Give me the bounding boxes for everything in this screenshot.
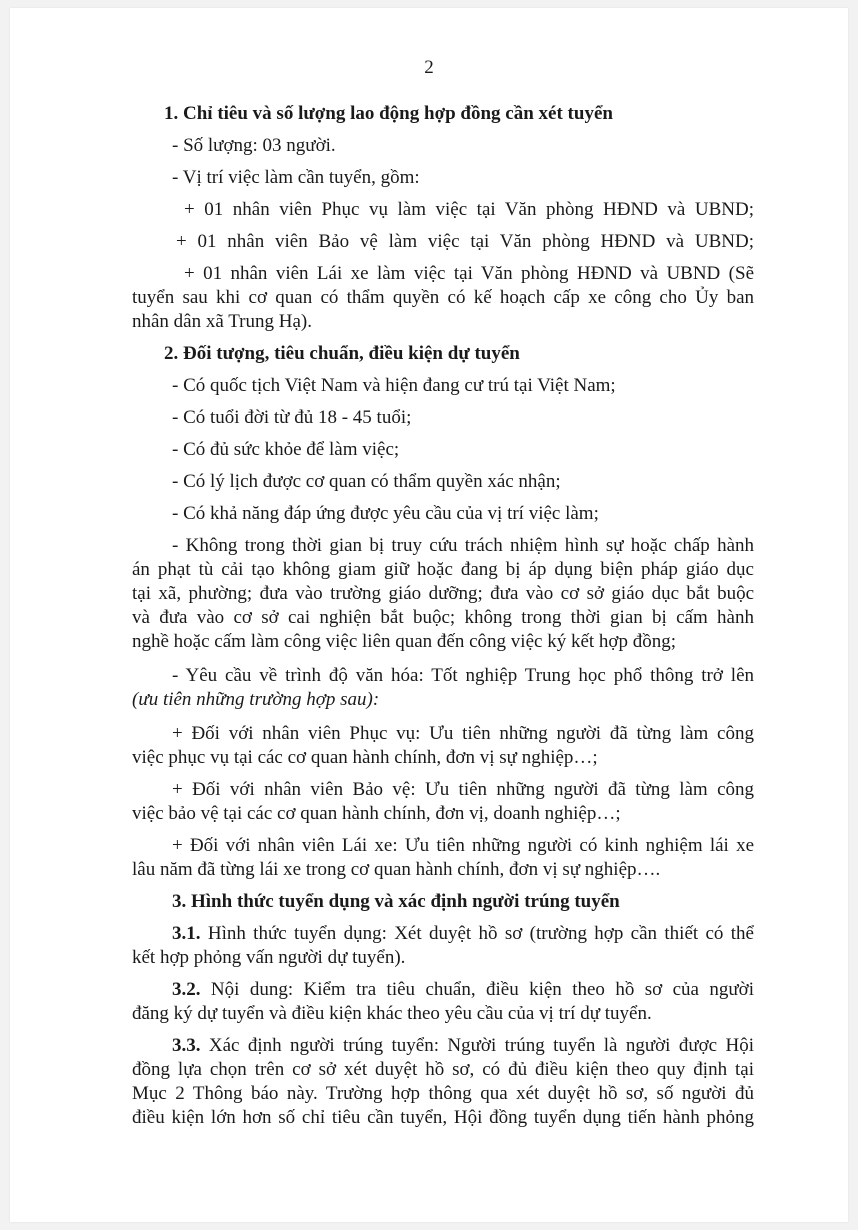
text-line: + 01 nhân viên Bảo vệ làm việc tại Văn phòng HĐND và UBND;	[176, 231, 754, 252]
text-line: - Không trong thời gian bị truy cứu trách nhiệm hình sự hoặc chấp hành	[172, 535, 754, 556]
text-line: - Có tuổi đời từ đủ 18 - 45 tuổi;	[172, 407, 412, 428]
item-number: 3.3.	[172, 1035, 201, 1056]
text-line: - Yêu cầu về trình độ văn hóa: Tốt nghiệp Trung học phổ thông trở lên	[172, 665, 754, 686]
text-line: + 01 nhân viên Lái xe làm việc tại Văn phòng HĐND và UBND (Sẽ	[184, 263, 754, 284]
text-line: nghề hoặc cấm làm công việc liên quan đến công việc ký kết hợp đồng;	[132, 631, 676, 652]
page-number: 2	[424, 57, 434, 78]
text-line: - Có lý lịch được cơ quan có thẩm quyền xác nhận;	[172, 471, 561, 492]
item-number: 3.1.	[172, 923, 201, 944]
text-line: + Đối với nhân viên Bảo vệ: Ưu tiên những người đã từng làm công	[172, 779, 754, 800]
heading-section-2: 2. Đối tượng, tiêu chuẩn, điều kiện dự tuyển	[164, 343, 520, 364]
text-line: việc bảo vệ tại các cơ quan hành chính, đơn vị, doanh nghiệp…;	[132, 803, 621, 824]
text-line: nhân dân xã Trung Hạ).	[132, 311, 312, 332]
text-line: tại xã, phường; đưa vào trường giáo dưỡng; đưa vào cơ sở giáo dục bắt buộc	[132, 583, 754, 604]
text-line: - Có đủ sức khỏe để làm việc;	[172, 439, 400, 460]
item-text: Hình thức tuyển dụng: Xét duyệt hồ sơ (trường hợp cần thiết có thể	[200, 923, 754, 944]
heading-section-1: 1. Chỉ tiêu và số lượng lao động hợp đồng cần xét tuyển	[164, 103, 613, 124]
item-number: 3.2.	[172, 979, 201, 1000]
text-line-italic: (ưu tiên những trường hợp sau):	[132, 689, 380, 710]
text-line: - Có quốc tịch Việt Nam và hiện đang cư trú tại Việt Nam;	[172, 375, 616, 396]
text-line: án phạt tù cải tạo không giam giữ hoặc đang bị áp dụng biện pháp giáo dục	[132, 559, 754, 580]
text-line: kết hợp phỏng vấn người dự tuyển).	[132, 947, 406, 968]
document-page	[10, 8, 848, 1222]
text-line: tuyển sau khi cơ quan có thẩm quyền có kế hoạch cấp xe công cho Ủy ban	[132, 287, 754, 308]
text-line: và đưa vào cơ sở cai nghiện bắt buộc; không trong thời gian bị cấm hành	[132, 607, 754, 628]
text-line	[172, 978, 754, 1002]
text-line: đồng lựa chọn trên cơ sở xét duyệt hồ sơ, có đủ điều kiện theo quy định tại	[132, 1059, 754, 1080]
text-line: điều kiện lớn hơn số chỉ tiêu cần tuyển, Hội đồng tuyển dụng tiến hành phỏng	[132, 1107, 754, 1128]
text-line: - Vị trí việc làm cần tuyển, gồm:	[172, 167, 420, 188]
text-line: việc phục vụ tại các cơ quan hành chính, đơn vị sự nghiệp…;	[132, 747, 598, 768]
text-line: Mục 2 Thông báo này. Trường hợp thông qua xét duyệt hồ sơ, số người đủ	[132, 1083, 754, 1104]
text-line: + Đối với nhân viên Lái xe: Ưu tiên những người có kinh nghiệm lái xe	[172, 835, 754, 856]
text-line: - Có khả năng đáp ứng được yêu cầu của vị trí việc làm;	[172, 503, 599, 524]
item-text: Nội dung: Kiểm tra tiêu chuẩn, điều kiện theo hồ sơ của người	[200, 979, 754, 1000]
text-line: + 01 nhân viên Phục vụ làm việc tại Văn phòng HĐND và UBND;	[184, 199, 754, 220]
text-line: - Số lượng: 03 người.	[172, 135, 336, 156]
text-line: lâu năm đã từng lái xe trong cơ quan hành chính, đơn vị sự nghiệp….	[132, 859, 661, 880]
heading-section-3: 3. Hình thức tuyển dụng và xác định người trúng tuyển	[172, 891, 620, 912]
text-line: đăng ký dự tuyển và điều kiện khác theo yêu cầu của vị trí dự tuyển.	[132, 1003, 652, 1024]
text-line	[172, 922, 754, 946]
item-text: Xác định người trúng tuyển: Người trúng tuyển là người được Hội	[200, 1035, 754, 1056]
text-line: + Đối với nhân viên Phục vụ: Ưu tiên những người đã từng làm công	[172, 723, 754, 744]
text-line	[172, 1034, 754, 1058]
